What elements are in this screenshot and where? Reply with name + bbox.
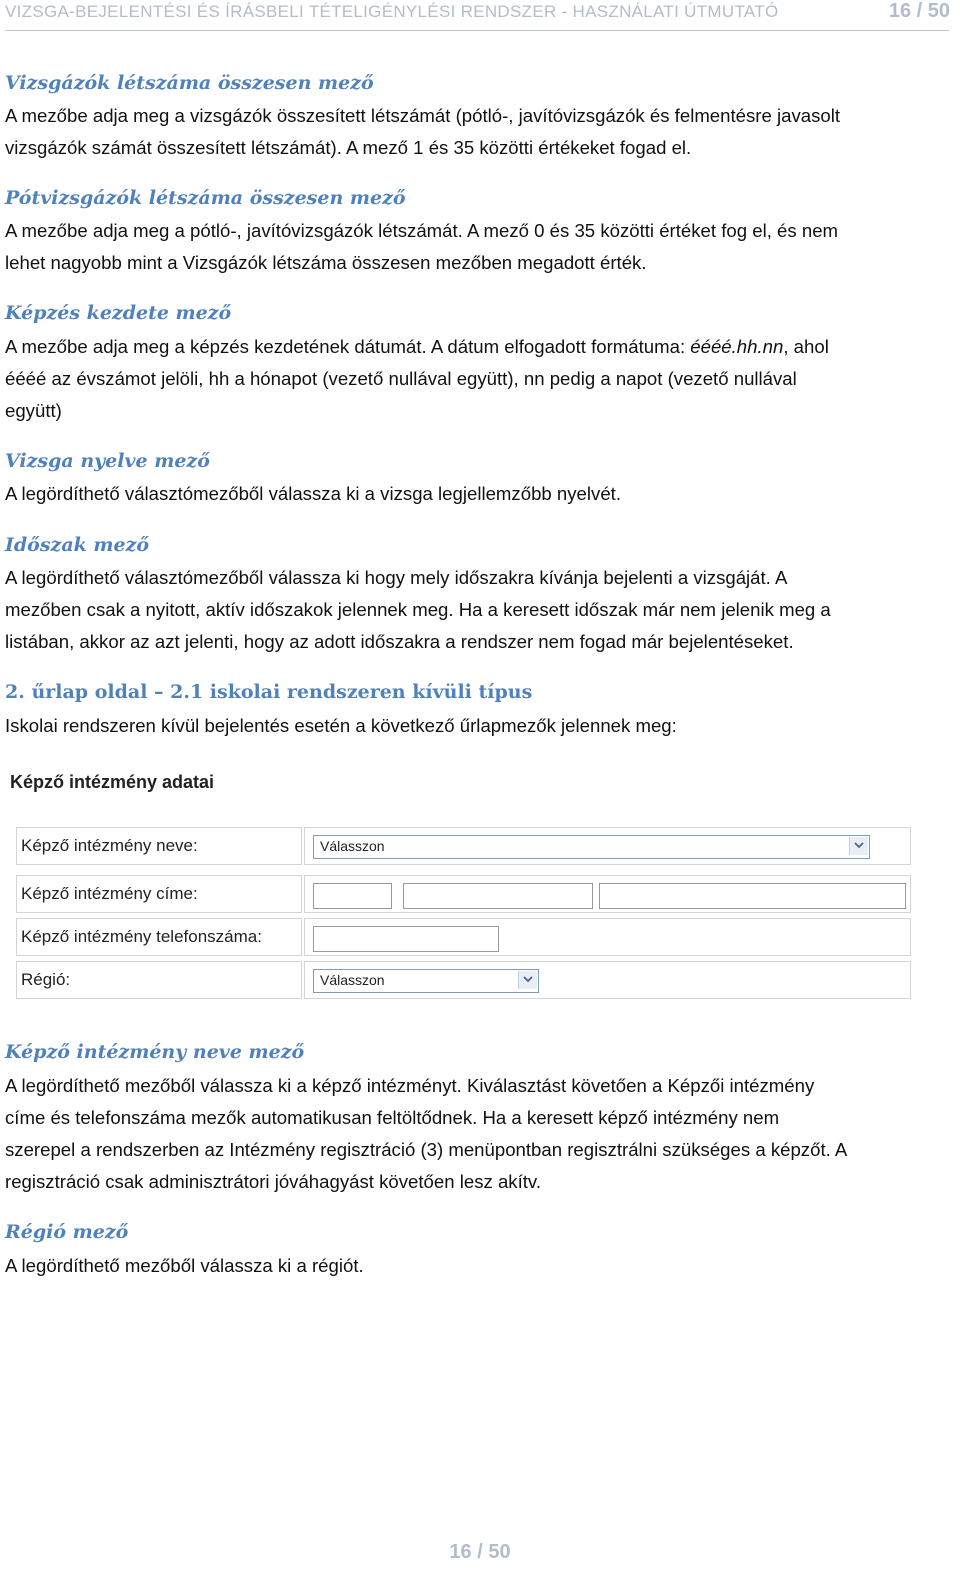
header-page-number: 16 / 50 [888, 0, 950, 22]
document-title: VIZSGA-BEJELENTÉSI ÉS ÍRÁSBELI TÉTELIGÉNYLÉSI RENDSZER - HASZNÁLATI ÚTMUTATÓ [5, 2, 779, 21]
heading-kepzo-intezmeny-neve: Képző intézmény neve mező [5, 1041, 305, 1063]
running-header [5, 0, 950, 28]
region-select[interactable] [313, 969, 539, 993]
institution-name-label: Képző intézmény neve: [21, 836, 198, 855]
paragraph-line: szerepel a rendszerben az Intézmény regisztráció (3) menüpontban regisztrálni szükséges a képzőt. A [5, 1139, 848, 1160]
paragraph-line: Iskolai rendszeren kívül bejelentés esetén a következő űrlapmezők jelennek meg: [5, 715, 677, 736]
phone-input[interactable] [313, 926, 499, 952]
label-cell [16, 961, 302, 999]
paragraph-line: A legördíthető mezőből válassza ki a régiót. [5, 1255, 364, 1276]
region-label: Régió: [21, 970, 71, 989]
select-value: Válasszon [320, 838, 385, 854]
paragraph-line: regisztráció csak adminisztrátori jóváhagyást követően lesz akítv. [5, 1171, 542, 1192]
heading-urlap-oldal: 2. űrlap oldal – 2.1 iskolai rendszeren kívüli típus [5, 681, 533, 703]
chevron-down-icon[interactable] [849, 837, 868, 855]
paragraph-line: A legördíthető választómezőből válassza ki hogy mely időszakra kívánja bejelenti a vizsgáját. A [5, 567, 788, 588]
header-divider [5, 30, 949, 31]
value-cell [304, 918, 911, 956]
label-cell [16, 875, 302, 913]
paragraph-line: listában, akkor az azt jelenti, hogy az adott időszakra a rendszer nem fogad már bejelentéseket. [5, 631, 794, 652]
heading-vizsga-nyelve: Vizsga nyelve mező [5, 450, 210, 472]
text-run: , ahol [783, 336, 829, 357]
footer-page-number: 16 / 50 [449, 1541, 511, 1563]
paragraph-line: A legördíthető választómezőből válassza ki a vizsga legjellemzőbb nyelvét. [5, 483, 621, 504]
paragraph-line: A legördíthető mezőből válassza ki a képző intézményt. Kiválasztást követően a Képzői intézmény [5, 1075, 815, 1096]
heading-potvizsgazok-letszama: Pótvizsgázók létszáma összesen mező [5, 187, 406, 209]
paragraph-line: A mezőbe adja meg a pótló-, javítóvizsgázók létszámát. A mező 0 és 35 közötti értéket fog el, és nem [5, 220, 839, 241]
heading-vizsgazok-letszama: Vizsgázók létszáma összesen mező [5, 72, 374, 94]
date-format: éééé.hh.nn [690, 336, 784, 357]
value-cell [304, 961, 911, 999]
text-run: A mezőbe adja meg a képzés kezdetének dátumát. A dátum elfogadott formátuma: [5, 336, 691, 357]
institution-address-label: Képző intézmény címe: [21, 884, 198, 903]
label-cell [16, 827, 302, 865]
value-cell [304, 875, 911, 913]
paragraph-line: lehet nagyobb mint a Vizsgázók létszáma összesen mezőben megadott érték. [5, 252, 647, 273]
street-input[interactable] [599, 883, 906, 909]
heading-idoszak: Időszak mező [5, 534, 150, 556]
institution-name-select[interactable] [313, 835, 870, 859]
paragraph-line: A mezőbe adja meg a vizsgázók összesített létszámát (pótló-, javítóvizsgázók és felmentésre javasolt [5, 105, 841, 126]
heading-regio: Régió mező [5, 1221, 129, 1243]
label-cell [16, 918, 302, 956]
paragraph-line: éééé az évszámot jelöli, hh a hónapot (vezető nullával együtt), nn pedig a napot (vezető nullával [5, 368, 797, 389]
value-cell [304, 827, 911, 865]
institution-phone-label: Képző intézmény telefonszáma: [21, 927, 262, 946]
paragraph-line: mezőben csak a nyitott, aktív időszakok jelennek meg. Ha a keresett időszak már nem jelenik meg a [5, 599, 831, 620]
zip-code-input[interactable] [313, 883, 392, 909]
heading-kepzes-kezdete: Képzés kezdete mező [5, 302, 232, 324]
paragraph-line [5, 331, 950, 363]
paragraph-line: együtt) [5, 400, 62, 421]
select-value: Válasszon [320, 972, 385, 988]
form-section-title: Képző intézmény adatai [10, 772, 215, 792]
paragraph-line: vizsgázók számát összesített létszámát). A mező 1 és 35 közötti értékeket fogad el. [5, 137, 692, 158]
paragraph-line: címe és telefonszáma mezők automatikusan feltöltődnek. Ha a keresett képző intézmény nem [5, 1107, 780, 1128]
chevron-down-icon[interactable] [518, 971, 537, 989]
city-input[interactable] [403, 883, 593, 909]
